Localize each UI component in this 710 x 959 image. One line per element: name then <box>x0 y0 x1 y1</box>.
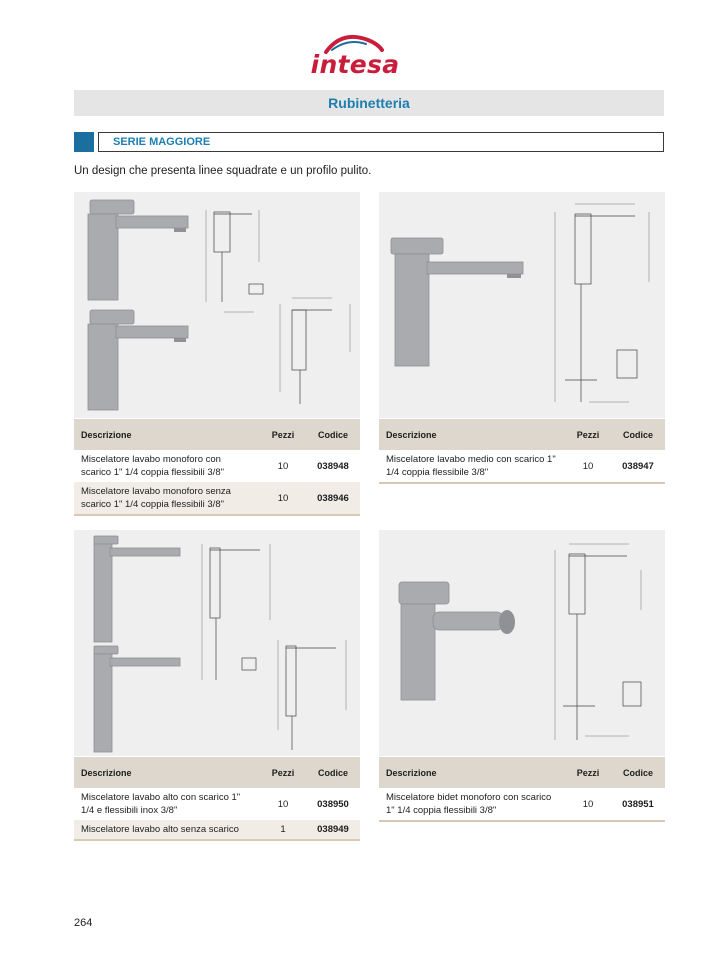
product-desc: Miscelatore bidet monoforo con scarico 1" 1/4 coppia flessibili 3/8" <box>379 788 565 821</box>
brand-logo <box>300 32 410 82</box>
faucet-drawing <box>379 192 665 418</box>
product-image-3 <box>74 530 360 756</box>
col-desc-header: Descrizione <box>379 757 565 788</box>
product-code: 038950 <box>317 798 349 810</box>
product-qty: 10 <box>277 798 289 810</box>
table-header-row <box>379 419 665 450</box>
table-row <box>74 450 360 482</box>
product-desc: Miscelatore lavabo monoforo con scarico 1" 1/4 coppia flessibili 3/8" <box>81 454 224 478</box>
table-header-row <box>74 419 360 450</box>
col-desc-header: Descrizione <box>74 419 260 450</box>
product-qty: 10 <box>260 482 306 515</box>
series-marker <box>74 132 94 152</box>
product-desc: Miscelatore lavabo monoforo senza scarico 1" 1/4 coppia flessibili 3/8" <box>74 482 260 515</box>
series-title: SERIE MAGGIORE <box>98 132 664 152</box>
table-row <box>379 450 665 483</box>
product-image-1 <box>74 192 360 418</box>
product-qty: 10 <box>565 788 611 821</box>
table-header-row <box>74 757 360 788</box>
product-desc: Miscelatore lavabo medio con scarico 1" 1/4 coppia flessibile 3/8" <box>379 450 565 483</box>
col-qty-header: Pezzi <box>565 757 611 788</box>
product-desc: Miscelatore lavabo alto con scarico 1" 1/4 e flessibili inox 3/8" <box>81 792 241 816</box>
product-table-1 <box>74 419 360 516</box>
brand-name: intesa <box>310 50 400 79</box>
product-code: 038951 <box>611 788 665 821</box>
col-code-header: Codice <box>611 419 665 450</box>
page-number: 264 <box>74 917 93 929</box>
col-desc-header: Descrizione <box>379 419 565 450</box>
product-qty: 10 <box>277 460 289 472</box>
product-table-2 <box>379 419 665 484</box>
faucet-drawing <box>74 192 360 418</box>
table-row <box>74 820 360 840</box>
col-qty-header: Pezzi <box>565 419 611 450</box>
col-qty-header: Pezzi <box>260 419 306 450</box>
product-image-4 <box>379 530 665 756</box>
table-row <box>74 788 360 820</box>
faucet-drawing <box>74 530 360 756</box>
product-table-3 <box>74 757 360 841</box>
product-code: 038947 <box>611 450 665 483</box>
product-code: 038948 <box>317 460 349 472</box>
col-code-header: Codice <box>611 757 665 788</box>
table-header-row <box>379 757 665 788</box>
col-desc-header: Descrizione <box>74 757 260 788</box>
product-table-4 <box>379 757 665 822</box>
table-row <box>379 788 665 821</box>
product-qty: 10 <box>565 450 611 483</box>
product-qty: 1 <box>260 820 306 840</box>
faucet-drawing <box>379 530 665 756</box>
col-code-header: Codice <box>306 419 360 450</box>
table-row <box>74 482 360 515</box>
section-title: Rubinetteria <box>74 90 664 116</box>
intro-text: Un design che presenta linee squadrate e un profilo pulito. <box>74 165 372 177</box>
product-image-2 <box>379 192 665 418</box>
product-code: 038946 <box>306 482 360 515</box>
product-desc: Miscelatore lavabo alto senza scarico <box>74 820 260 840</box>
col-code-header: Codice <box>306 757 360 788</box>
col-qty-header: Pezzi <box>260 757 306 788</box>
product-code: 038949 <box>306 820 360 840</box>
